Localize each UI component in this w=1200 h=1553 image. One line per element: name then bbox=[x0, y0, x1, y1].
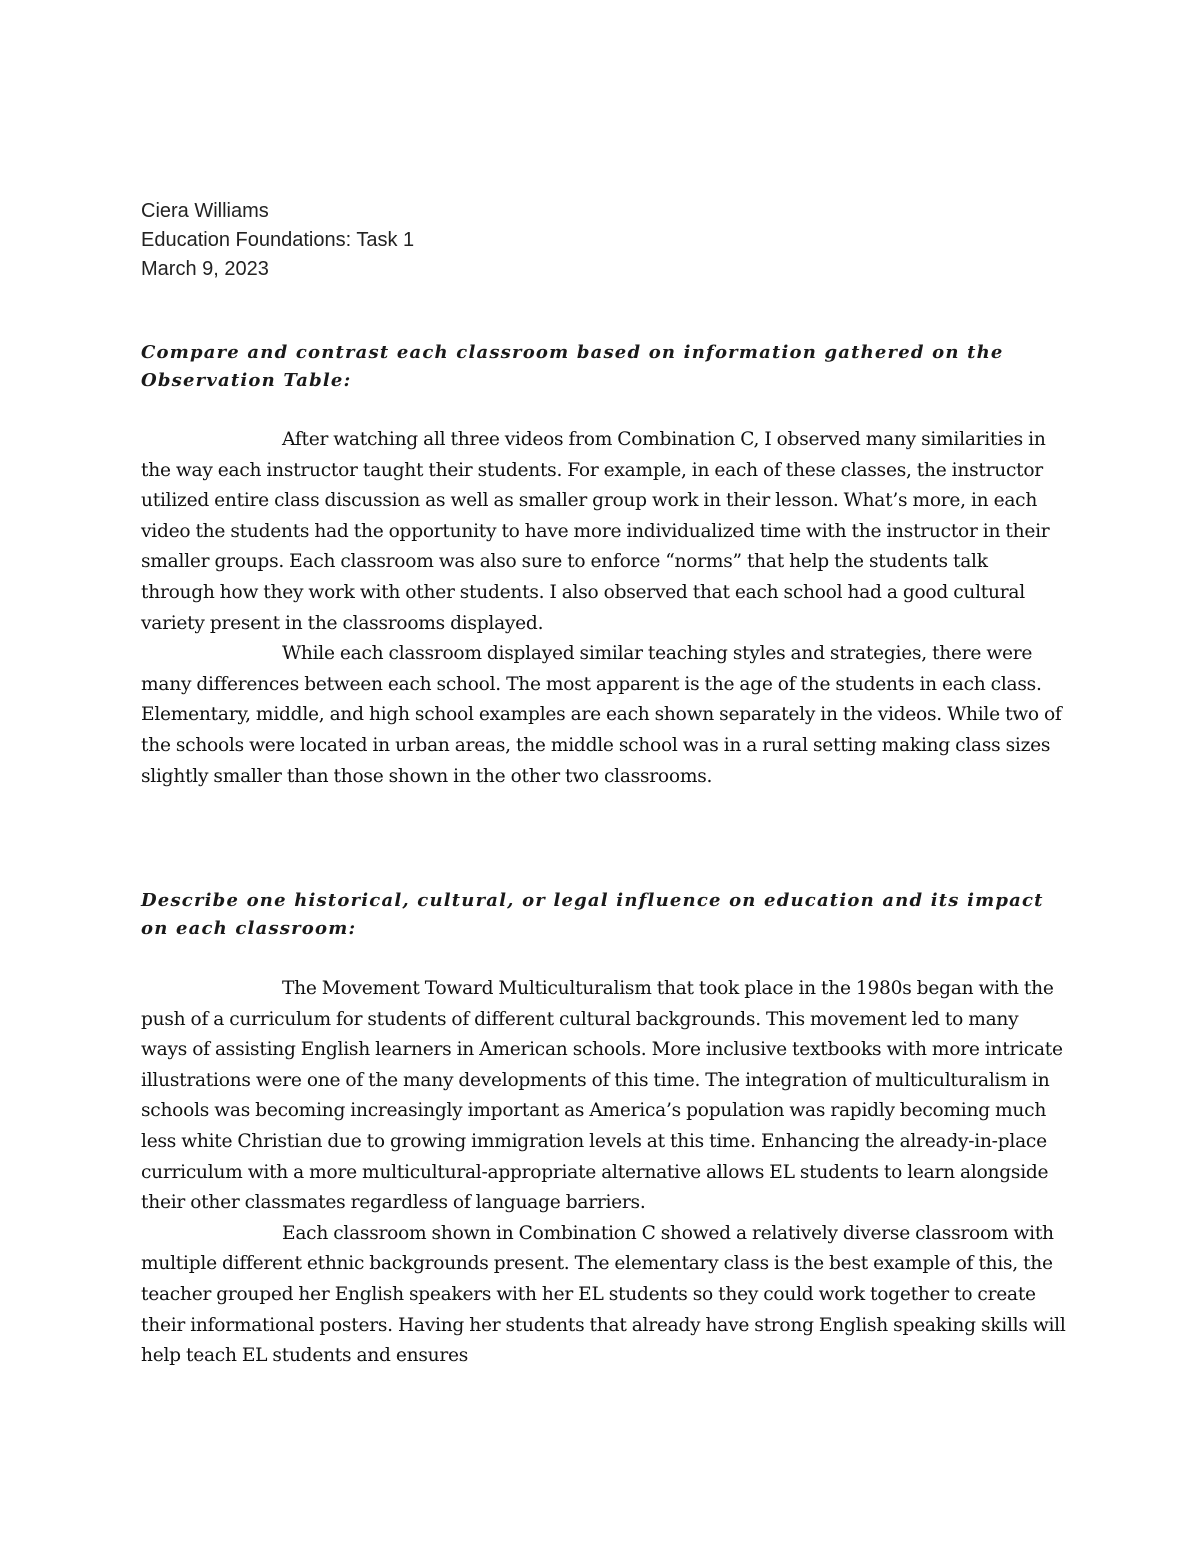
section-2-question: Describe one historical, cultural, or legal influence on education and its impact on each classroom: bbox=[141, 890, 1044, 939]
section-2-body bbox=[141, 974, 1066, 1372]
section-2-paragraph-1: The Movement Toward Multiculturalism that took place in the 1980s began with the push of a curriculum for students of different cultural backgrounds. This movement led to many ways of assisting English learners in American schools. More inclusive textbooks with more intricate illustrations were one of the many developments of this time. The integration of multiculturalism in schools was becoming increasingly important as America’s population was rapidly becoming much less white Christian due to growing immigration levels at this time. Enhancing the already-in-place curriculum with a more multicultural-appropriate alternative allows EL students to learn alongside their other classmates regardless of language barriers. bbox=[141, 978, 1063, 1214]
author-name: Ciera Williams bbox=[141, 200, 269, 222]
document-date: March 9, 2023 bbox=[141, 258, 269, 280]
section-2-paragraph-2: Each classroom shown in Combination C showed a relatively diverse classroom with multiple different ethnic backgrounds present. The elementary class is the best example of this, the teacher grouped her English speakers with her EL students so they could work together to create their informational posters. Having her students that already have strong English speaking skills will help teach EL students and ensures bbox=[141, 1222, 1066, 1367]
section-1-body bbox=[141, 425, 1066, 792]
course-title: Education Foundations: Task 1 bbox=[141, 229, 415, 251]
section-1-paragraph-1: After watching all three videos from Combination C, I observed many similarities in the way each instructor taught their students. For example, in each of these classes, the instructor utilized entire class discussion as well as smaller group work in their lesson. What’s more, in each video the students had the opportunity to have more individualized time with the instructor in their smaller groups. Each classroom was also sure to enforce “norms” that help the students talk through how they work with other students. I also observed that each school had a good cultural variety present in the classrooms displayed. bbox=[141, 429, 1050, 634]
section-1-question-block bbox=[141, 339, 1066, 395]
section-1-paragraph-2: While each classroom displayed similar teaching styles and strategies, there were many differences between each school. The most apparent is the age of the students in each class. Elementary, middle, and high school examples are each shown separately in the videos. While two of the schools were located in urban areas, the middle school was in a rural setting making class sizes slightly smaller than those shown in the other two classrooms. bbox=[141, 643, 1062, 787]
section-2-question-block bbox=[141, 887, 1066, 943]
document-header bbox=[141, 197, 414, 284]
section-1-question: Compare and contrast each classroom based on information gathered on the Observation Table: bbox=[141, 342, 1004, 391]
